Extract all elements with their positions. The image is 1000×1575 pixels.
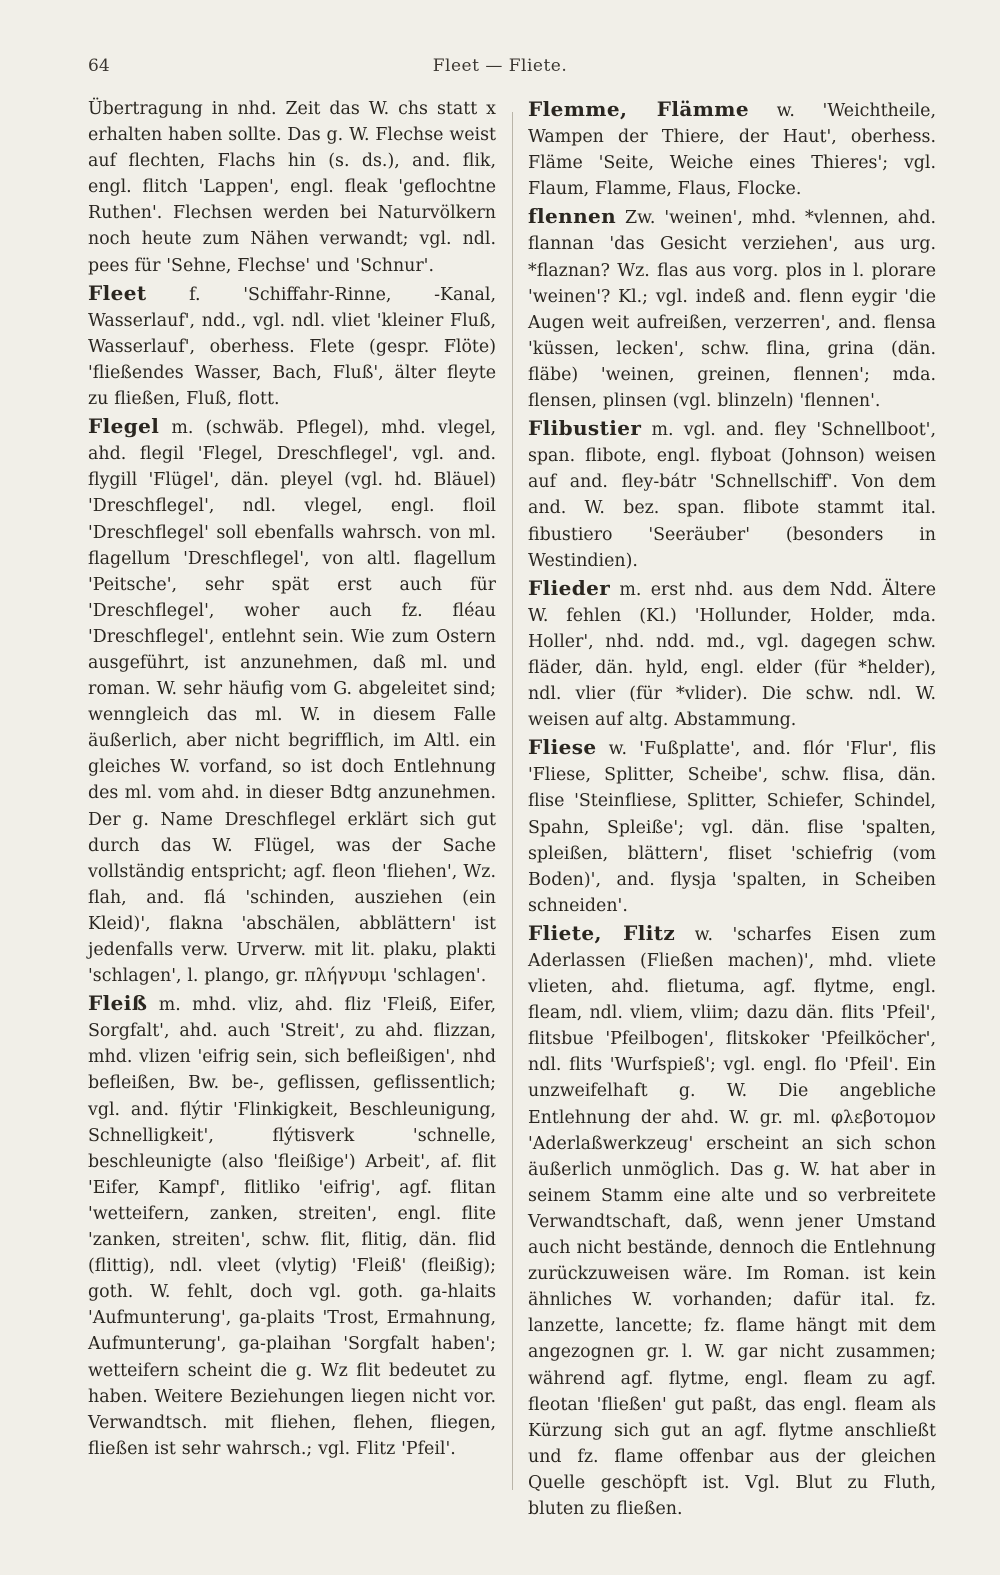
entry-text: Zw. 'weinen', mhd. *vlennen, ahd. flannan 'das Gesicht verziehen', aus urg. *flaznan? Wz. flas aus vorg. plos in l. plorare 'weinen'? Kl.; vgl. indeß and. flenn eygir 'die Augen weit aufreißen, verzerren', and. flensa 'küssen, lecken', schw. flina, grina (dän. fläbe) 'weinen, greinen, flennen'; mda. flensen, plinsen (vgl. blinzeln) 'flennen'. <box>528 208 936 412</box>
dictionary-entry-fliese <box>528 734 936 919</box>
entry-headword: Fliese <box>528 735 597 760</box>
entry-headword: Fleiß <box>88 991 148 1016</box>
entry-text: m. vgl. and. fley 'Schnellboot', span. flibote, engl. flyboat (Johnson) weisen auf and. fley-bátr 'Schnellschiff'. Von dem and. W. bez. span. flibote stammt ital. fibustiero 'Seeräuber' (besonders in Westindien). <box>528 420 936 571</box>
entry-text: Übertragung in nhd. Zeit das W. chs statt x erhalten haben sollte. Das g. W. Flechse weist auf flechten, Flachs hin (s. ds.), and. flik, engl. flitch 'Lappen', engl. fleak 'geflochtne Ruthen'. Flechsen werden bei Naturvölkern noch heute zum Nähen verwandt; vgl. ndl. pees für 'Sehne, Flechse' und 'Schnur'. <box>88 99 496 276</box>
entry-text: f. 'Schiffahr-Rinne, -Kanal, Wasserlauf', ndd., vgl. ndl. vliet 'kleiner Fluß, Wasserlauf', oberhess. Flete (gespr. Flöte) 'fließendes Wasser, Bach, Fluß', älter fleyte zu fließen, Fluß, flott. <box>88 284 496 410</box>
entry-headword: flennen <box>528 204 617 229</box>
entry-headword: Flibustier <box>528 416 642 441</box>
dictionary-entry-fliete <box>528 920 936 1522</box>
dictionary-entry-flennen <box>528 203 936 414</box>
entry-headword: Flieder <box>528 575 611 600</box>
entry-text: w. 'Fußplatte', and. flór 'Flur', flis 'Fliese, Splitter, Scheibe', schw. flisa, dän. flise 'Steinfliese, Splitter, Schiefer, Schindel, Spahn, Spleiße'; vgl. dän. flise 'spalten, spleißen, blättern', fliset 'schiefrig (vom Boden)', and. flysja 'spalten, in Scheiben schneiden'. <box>528 739 936 916</box>
column-divider <box>512 112 513 1490</box>
left-column <box>88 96 496 1462</box>
entry-headword: Fleet <box>88 280 147 305</box>
dictionary-entry-flemme <box>528 96 936 202</box>
entry-text: m. mhd. vliz, ahd. fliz 'Fleiß, Eifer, Sorgfalt', ahd. auch 'Streit', zu ahd. flizzan, mhd. vlizen 'eifrig sein, sich befleißigen', nhd befleißen, Bw. be-, geflissen, geflissentlich; vgl. and. flýtir 'Flinkigkeit, Beschleunigung, Schnelligkeit', flýtisverk 'schnelle, beschleunigte (also 'fleißige') Arbeit', af. flit 'Eifer, Kampf', flitliko 'eifrig', agf. flitan 'wetteifern, zanken, streiten', engl. flite 'zanken, streiten', schw. flit, flitig, dän. flid (flittig), ndl. vleet (vlytig) 'Fleiß' (fleißig); goth. W. fehlt, doch vgl. goth. ga-hlaits 'Aufmunterung', ga-plaits 'Trost, Ermahnung, Aufmunterung', ga-plaihan 'Sorgfalt haben'; wetteifern scheint die g. Wz flit bedeutet zu haben. Weitere Beziehungen liegen nicht vor. Verwandtsch. mit fliehen, flehen, fliegen, fließen ist sehr wahrsch.; vgl. Flitz 'Pfeil'. <box>88 995 496 1459</box>
entry-text: w. 'scharfes Eisen zum Aderlassen (Fließen machen)', mhd. vliete vlieten, ahd. flietuma, agf. flytme, engl. fleam, ndl. vliem, vliim; dazu dän. flits 'Pfeil', flitsbue 'Pfeilbogen', flitskoker 'Pfeilköcher', ndl. flits 'Wurfspieß'; vgl. engl. flo 'Pfeil'. Ein unzweifelhaft g. W. Die angebliche Entlehnung der ahd. W. gr. ml. φλεβοτομον 'Aderlaßwerkzeug' erscheint an sich schon äußerlich unmöglich. Das g. W. hat aber in seinem Stamm eine alte und so verbreitete Verwandtschaft, daß, wenn jener Umstand auch nicht bestände, dennoch die Entlehnung zurückzuweisen wäre. Im Roman. ist kein ähnliches W. vorhanden; dafür ital. fz. lanzette, lancette; fz. flame hängt mit dem angezognen gr. l. W. gar nicht zusammen; während agf. flytme, engl. fleam zu agf. fleotan 'fließen' gut paßt, das engl. fleam als Kürzung sich gut an agf. flytme anschließt und fz. flame offenbar aus der gleichen Quelle geschöpft ist. Vgl. Blut zu Fluth, bluten zu fließen. <box>528 924 937 1519</box>
dictionary-entry-fleiss <box>88 990 496 1462</box>
dictionary-entry-flieder <box>528 575 936 734</box>
page-header <box>88 56 912 82</box>
entry-headword: Flegel <box>88 414 160 439</box>
entry-text: m. (schwäb. Pflegel), mhd. vlegel, ahd. flegil 'Flegel, Dreschflegel', vgl. and. flygill 'Flügel', dän. pleyel (vgl. hd. Bläuel) 'Dreschflegel', ndl. vlegel, engl. floil 'Dreschflegel' soll ebenfalls wahrsch. von ml. flagellum 'Dreschflegel', von altl. flagellum 'Peitsche', sehr spät erst auch für 'Dreschflegel', woher auch fz. fléau 'Dreschflegel', entlehnt sein. Wie zum Ostern ausgeführt, ist anzunehmen, daß ml. und roman. W. sehr häufig vom G. abgeleitet sind; wenngleich das ml. W. in diesem Falle äußerlich, aber nicht begrifflich, im Altl. ein gleiches W. vorfand, so ist doch Entlehnung des ml. vom ahd. in dieser Bdtg anzunehmen. Der g. Name Dreschflegel erklärt sich gut durch das W. Flügel, was der Sache vollständig entspricht; agf. fleon 'fliehen', Wz. flah, and. flá 'schinden, ausziehen (ein Kleid)', flakna 'abschälen, abblättern' ist jedenfalls verw. Urverw. mit lit. plaku, plakti 'schlagen', l. plango, gr. πλήγνυμι 'schlagen'. <box>88 418 496 987</box>
running-head: Fleet — Fliete. <box>432 56 568 76</box>
dictionary-entry-fleet <box>88 280 496 412</box>
page-number: 64 <box>88 56 110 76</box>
dictionary-entry-flegel <box>88 413 496 989</box>
right-column <box>528 96 936 1522</box>
entry-headword: Flemme, Flämme <box>528 97 749 121</box>
dictionary-entry-flibustier <box>528 415 936 574</box>
dictionary-entry-continuation <box>88 96 496 279</box>
entry-text: w. 'Weichtheile, Wampen der Thiere, der Haut', oberhess. Fläme 'Seite, Weiche eines Thieres'; vgl. Flaum, Flamme, Flaus, Flocke. <box>528 101 936 200</box>
entry-headword: Fliete, Flitz <box>528 920 676 945</box>
entry-text: m. erst nhd. aus dem Ndd. Ältere W. fehlen (Kl.) 'Hollunder, Holder, mda. Holler', nhd. ndd. md., vgl. dagegen schw. fläder, dän. hyld, engl. elder (für *helder), ndl. vlier (für *vlider). Die schw. ndl. W. weisen auf altg. Abstammung. <box>528 579 936 731</box>
